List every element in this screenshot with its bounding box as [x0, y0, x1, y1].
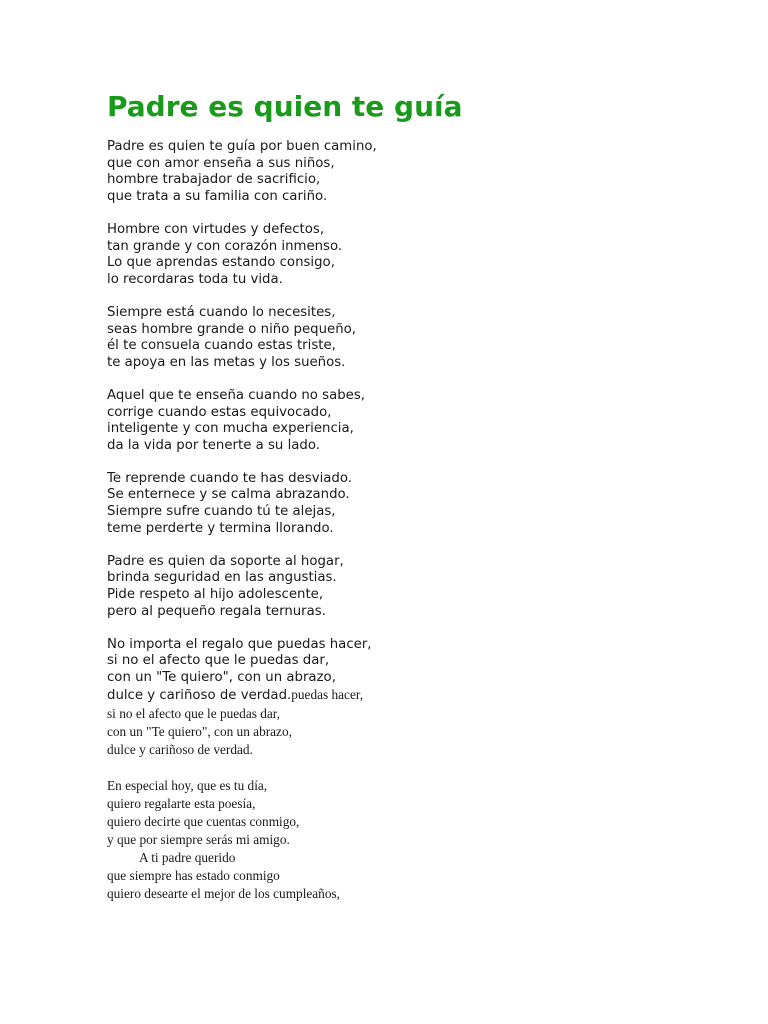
poem-body [107, 139, 377, 721]
poem-line: corrige cuando estas equivocado, [107, 404, 332, 420]
poem-line: inteligente y con mucha experiencia, [107, 421, 354, 437]
poem-line: Siempre sufre cuando tú te alejas, [107, 504, 336, 520]
poem-line: Padre es quien da soporte al hogar, [107, 553, 344, 569]
poem-line: quiero desearte el mejor de los cumpleaños, [107, 886, 340, 901]
poem-line: Se enternece y se calma abrazando. [107, 487, 350, 503]
poem-line: En especial hoy, que es tu día, [107, 778, 268, 793]
poem-line: y que por siempre serás mi amigo. [107, 832, 290, 847]
poem-line-indented: A ti padre querido [139, 850, 236, 865]
poem-line: tan grande y con corazón inmenso. [107, 238, 343, 254]
poem-line: si no el afecto que le puedas dar, [107, 706, 280, 721]
poem-line: dulce y cariñoso de verdad. [107, 742, 253, 757]
poem-line: quiero regalarte esta poesía, [107, 796, 256, 811]
stanza-7 [107, 637, 377, 704]
poem-line: Padre es quien te guía por buen camino, [107, 139, 377, 154]
poem-line: teme perderte y termina llorando. [107, 520, 334, 536]
stanza-5 [107, 471, 377, 537]
poem-line-serif-part: puedas hacer, [291, 686, 364, 702]
poem-line: Te reprende cuando te has desviado. [107, 470, 352, 486]
poem-line: brinda seguridad en las angustias. [107, 570, 337, 586]
poem-line: si no el afecto que le puedas dar, [107, 653, 330, 669]
poem-line-mixed [107, 687, 377, 705]
poem-line-sans-part: dulce y cariñoso de verdad. [107, 687, 292, 703]
poem-body-serif [107, 705, 340, 903]
poem-line: que siempre has estado conmigo [107, 868, 280, 883]
poem-line: Lo que aprendas estando consigo, [107, 255, 335, 271]
poem-line: No importa el regalo que puedas hacer, [107, 636, 372, 652]
poem-line: que con amor enseña a sus niños, [107, 155, 335, 171]
poem-line: Pide respeto al hijo adolescente, [107, 587, 324, 603]
stanza-6 [107, 554, 377, 620]
poem-line: con un "Te quiero", con un abrazo, [107, 724, 292, 739]
poem-line: él te consuela cuando estas triste, [107, 338, 336, 354]
stanza-gap [107, 759, 340, 777]
poem-line: hombre trabajador de sacrificio, [107, 172, 321, 188]
poem-line: Hombre con virtudes y defectos, [107, 221, 325, 237]
poem-line: Aquel que te enseña cuando no sabes, [107, 387, 366, 403]
poem-line: lo recordaras toda tu vida. [107, 271, 283, 287]
poem-line: da la vida por tenerte a su lado. [107, 437, 320, 453]
poem-line: pero al pequeño regala ternuras. [107, 603, 326, 619]
stanza-2 [107, 222, 377, 288]
stanza-1 [107, 139, 377, 205]
poem-line: seas hombre grande o niño pequeño, [107, 321, 357, 337]
poem-line: quiero decirte que cuentas conmigo, [107, 814, 300, 829]
poem-line: con un "Te quiero", con un abrazo, [107, 670, 336, 685]
poem-line: que trata a su familia con cariño. [107, 188, 328, 204]
poem-line: te apoya en las metas y los sueños. [107, 354, 346, 370]
poem-title: Padre es quien te guía [107, 90, 463, 123]
stanza-4 [107, 388, 377, 454]
stanza-3 [107, 305, 377, 371]
poem-line: Siempre está cuando lo necesites, [107, 304, 336, 320]
